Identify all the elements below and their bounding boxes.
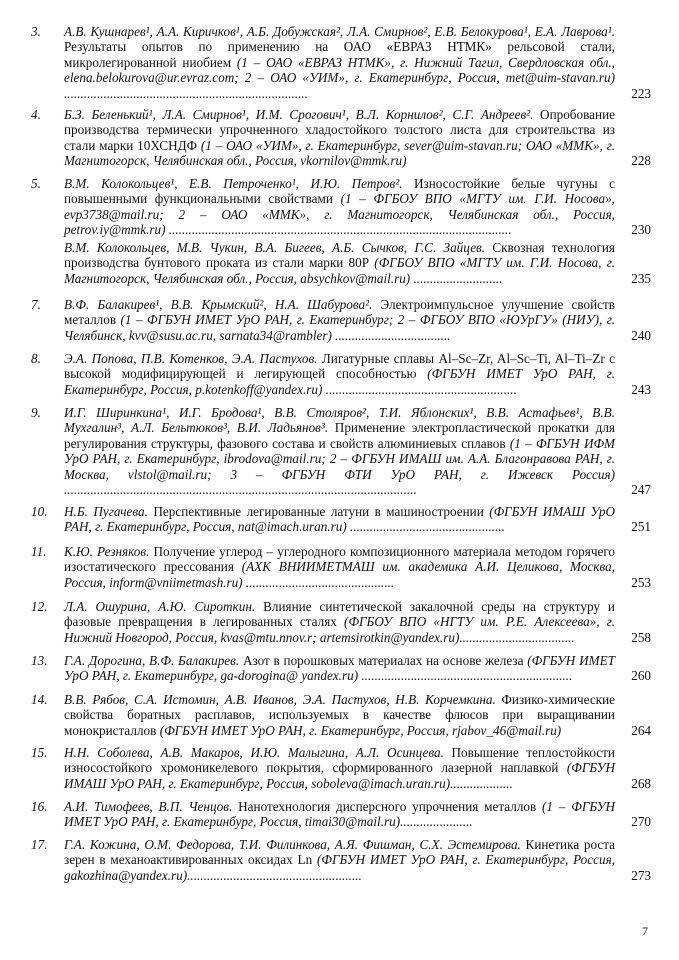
- entry-affiliation: (1 – ОАО «УИМ», г. Екатеринбург, sever@uim-stavan.ru; ОАО «ММК», г. Магнитогорск, Челябинская обл., Россия, vkornilov@mmk.ru): [64, 137, 615, 169]
- entry-authors: В.М. Колокольцев, М.В. Чукин, В.А. Бигеев, А.Б. Сычков, Г.С. Зайцев.: [64, 240, 486, 255]
- entry-title: Получение углерод – углеродного композиционного материала методом горячего изостатического прессования: [64, 544, 615, 575]
- entry-page-number[interactable]: 240: [631, 327, 651, 343]
- entry-title: Износостойкие белые чугуны с повышенными функциональными свойствами: [64, 176, 615, 207]
- entry-affiliation: (ФГБУН ИМАШ УрО РАН, г. Екатеринбург, Россия, soboleva@imach.uran.ru)...................: [64, 760, 615, 791]
- toc-entry[interactable]: [31, 745, 651, 791]
- entry-page-number[interactable]: 251: [631, 519, 651, 535]
- footer-page-number: 7: [642, 924, 648, 938]
- entry-affiliation: (ФГБУН ИМЕТ УрО РАН, г. Екатеринбург, Россия, gakozhina@yandex.ru).....................................................: [64, 852, 615, 883]
- entry-title: Нанотехнология дисперсного упрочнения металлов: [232, 799, 543, 814]
- entry-page-number[interactable]: 270: [631, 814, 651, 830]
- entry-affiliation: (1 – ФГБУН ИФМ УрО РАН, г. Екатеринбург, ibrodova@mail.ru; 2 – ФГБУН ИМАШ им. А.А. Благонравова РАН, г. Москва, vlstol@mail.ru; 3 – ФГБУН ФТИ УрО РАН, г. Ижевск Россия) ...........................................................................................................: [64, 435, 615, 498]
- entry-authors: Г.А. Кожина, О.М. Федорова, Т.И. Филинкова, А.Я. Фишман, С.Х. Эстемирова.: [64, 837, 521, 852]
- entry-title: Влияние синтетической закалочной среды на структуру и фазовые превращения в легированных сталях: [64, 599, 615, 630]
- toc-entry[interactable]: [31, 24, 651, 101]
- entry-affiliation: (1 – ФГБОУ ВПО «МГТУ им. Г.И. Носова», evp3738@mail.ru; 2 – ОАО «ММК», г. Магнитогорск, Челябинская обл., Россия, petrov.iy@mmk.ru) ........................................................................................................: [64, 191, 615, 238]
- entry-affiliation: (ФГБУН ИМАШ УрО РАН, г. Екатеринбург, Россия, nat@imach.uran.ru) ...............................................: [64, 504, 615, 535]
- toc-entry[interactable]: [31, 599, 651, 645]
- toc-entry[interactable]: [31, 240, 651, 286]
- entry-authors: В.В. Рябов, С.А. Истомин, А.В. Иванов, Э.А. Пастухов, Н.В. Корчемкина.: [64, 692, 496, 707]
- entry-affiliation: (АХК ВНИИМЕТМАШ им. академика А.И. Целикова, Москва, Россия, inform@vniimetmash.ru) .............................................: [64, 559, 615, 590]
- toc-entry[interactable]: [31, 692, 651, 738]
- toc-entry[interactable]: [31, 653, 651, 684]
- entry-title: Применение электропластической прокатки для регулирования структуры, фазового состава и свойств алюминиевых сплавов: [64, 420, 615, 451]
- toc-entry[interactable]: [31, 405, 651, 497]
- entry-page-number[interactable]: 273: [631, 867, 651, 883]
- entry-affiliation: (ФГБУН ИМЕТ УрО РАН, г. Екатеринбург, Россия, p.kotenkoff@yandex.ru) ..........................................................: [64, 366, 615, 397]
- entry-authors: Н.Н. Соболева, А.В. Макаров, И.Ю. Малыгина, А.Л. Осинцева.: [64, 745, 444, 760]
- entry-authors: В.Ф. Балакирев¹, В.В. Крымский², Н.А. Шабурова².: [64, 297, 373, 312]
- toc-entry[interactable]: [31, 176, 651, 238]
- toc-entry[interactable]: [31, 351, 651, 397]
- entry-authors: Э.А. Попова, П.В. Котенков, Э.А. Пастухов.: [64, 351, 318, 366]
- toc-entry[interactable]: [31, 837, 651, 883]
- entry-number: 17.: [31, 837, 48, 852]
- entry-authors: Б.З. Беленький¹, Л.А. Смирнов¹, И.М. Срогович¹, В.Л. Корнилов², С.Г. Андреев².: [64, 107, 534, 122]
- entry-number: 3.: [31, 24, 41, 39]
- entry-affiliation: (1 – ФГБУН ИМЕТ УрО РАН, г. Екатеринбург; 2 – ФГБОУ ВПО «ЮУрГУ» (НИУ), г. Челябинск, kvv@susu.ac.ru, sarnata34@rambler) ...................................: [64, 312, 615, 343]
- entry-affiliation: (ФГБУН ИМЕТ УрО РАН, г. Екатеринбург, Россия, rjabov_46@mail.ru): [159, 722, 562, 738]
- entry-page-number[interactable]: 268: [631, 775, 651, 791]
- entry-number: 14.: [31, 692, 48, 707]
- entry-authors: Г.А. Дорогина, В.Ф. Балакирев.: [64, 653, 240, 668]
- entry-title: Сквозная технология производства бунтового проката из стали марки 80Р: [64, 240, 615, 271]
- entry-number: 4.: [31, 107, 41, 122]
- entry-title: Повышение теплостойкости износостойкого хромоникелевого покрытия, сформированного лазерной наплавкой: [64, 745, 615, 776]
- entry-number: 15.: [31, 745, 48, 760]
- toc-entry[interactable]: [31, 107, 651, 169]
- entry-affiliation: (1 – ФГБУН ИМЕТ УрО РАН, г. Екатеринбург, Россия, timai30@mail.ru)......................: [64, 799, 615, 830]
- entry-number: 9.: [31, 405, 41, 420]
- entry-affiliation: (ФГБУН ИМЕТ УрО РАН, г. Екатеринбург, ga-dorogina@ yandex.ru) ................................................................: [64, 653, 615, 684]
- entry-affiliation: (ФГБОУ ВПО «НГТУ им. Р.Е. Алексеева», г. Нижний Новгород, Россия, kvas@mtu.nnov.r; artemsirotkin@yandex.ru)...................................: [64, 614, 615, 645]
- entry-number: 5.: [31, 176, 41, 191]
- entry-title: Физико-химические свойства боратных расплавов, используемых в качестве флюсов при выращивании монокристаллов: [64, 692, 615, 738]
- entry-page-number[interactable]: 253: [631, 574, 651, 590]
- entry-page-number[interactable]: 258: [631, 629, 651, 645]
- entry-number: 13.: [31, 653, 48, 668]
- entry-page-number[interactable]: 264: [631, 722, 651, 738]
- entry-page-number[interactable]: 243: [631, 381, 651, 397]
- entry-page-number[interactable]: 247: [631, 482, 651, 498]
- entry-title: Кинетика роста зерен в механоактивированных оксидах Ln: [64, 837, 615, 868]
- entry-title: Результаты опытов по применению на ОАО «ЕВРАЗ НТМК» рельсовой стали, микролегированной ниобием: [64, 39, 615, 70]
- entry-authors: А.В. Кушнарев¹, А.А. Киричков¹, А.Б. Добужская², Л.А. Смирнов², Е.В. Белокурова¹, Е.А. Лаврова¹.: [64, 24, 615, 39]
- entry-page-number[interactable]: 230: [631, 222, 651, 238]
- entry-authors: В.М. Колокольцев¹, Е.В. Петроченко¹, И.Ю. Петров².: [64, 176, 403, 191]
- entry-page-number[interactable]: 235: [631, 270, 651, 286]
- entry-authors: Л.А. Ошурина, А.Ю. Сироткин.: [64, 599, 256, 614]
- toc-entry[interactable]: [31, 799, 651, 830]
- entry-authors: К.Ю. Резняков.: [64, 544, 150, 559]
- entry-number: 11.: [31, 544, 47, 559]
- entry-authors: Н.Б. Пугачева.: [64, 504, 148, 519]
- entry-authors: И.Г. Ширинкина¹, И.Г. Бродова¹, В.В. Столяров², Т.И. Яблонских¹, В.В. Астафьев¹, В.В. Мухгалин³, А.Л. Бельтюков³, В.И. Ладьянов³.: [64, 405, 615, 436]
- entry-number: 7.: [31, 297, 41, 312]
- entry-page-number[interactable]: 228: [631, 153, 651, 169]
- entry-page-number[interactable]: 223: [631, 85, 651, 101]
- toc-entry[interactable]: [31, 297, 651, 343]
- entry-title: Опробование производства термически упрочненного хладостойкого толстого листа для строительства из стали марки 10ХСНДФ: [64, 107, 615, 153]
- entry-page-number[interactable]: 260: [631, 668, 651, 684]
- toc-entry[interactable]: [31, 504, 651, 535]
- entry-number: 8.: [31, 351, 41, 366]
- entry-affiliation: (ФГБОУ ВПО «МГТУ им. Г.И. Носова, г. Магнитогорск, Челябинская обл., Россия, absychkov@mail.ru) ...........................: [64, 255, 615, 286]
- entry-title: Электроимпульсное улучшение свойств металлов: [64, 297, 615, 328]
- entry-affiliation: (1 – ОАО «ЕВРАЗ НТМК», г. Нижний Тагил, Свердловская обл., elena.belokurova@ur.evraz.com; 2 – ОАО «УИМ», г. Екатеринбург, Россия, met@uim-stavan.ru) ..........................................................................: [64, 54, 615, 101]
- entry-title: Азот в порошковых материалах на основе железа: [239, 653, 528, 668]
- entry-number: 12.: [31, 599, 48, 614]
- toc-entry[interactable]: [31, 544, 651, 590]
- entry-authors: А.И. Тимофеев, В.П. Ченцов.: [64, 799, 233, 814]
- entry-title: Перспективные легированные латуни в машиностроении: [147, 504, 490, 519]
- entry-number: 16.: [31, 799, 48, 814]
- entry-title: Лигатурные сплавы Al–Sc–Zr, Al–Sc–Ti, Al–Ti–Zr с высокой модифицирующей и легирующей способностью: [64, 351, 615, 382]
- entry-number: 10.: [31, 504, 48, 519]
